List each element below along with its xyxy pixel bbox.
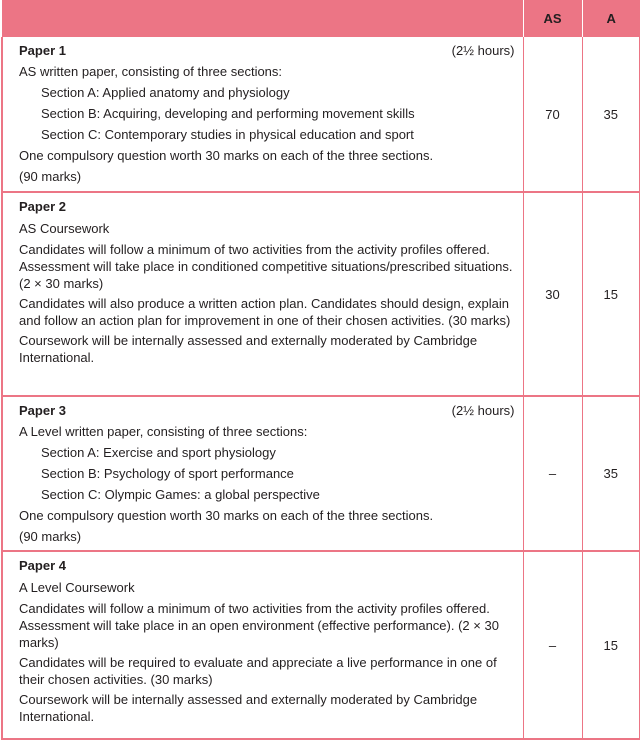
paper-note: One compulsory question worth 30 marks on each of the three sections.: [19, 148, 434, 163]
paper-row: [2, 551, 640, 739]
paper-title: Paper 3: [19, 403, 66, 418]
paper-paragraph: Candidates will also produce a written action plan. Candidates should design, explain and follow an action plan for improvement in one of their chosen activities. (30 marks): [19, 296, 511, 328]
paper-paragraph: Coursework will be internally assessed and externally moderated by Cambridge International.: [19, 692, 478, 724]
section-item: Section A: Exercise and sport physiology: [41, 445, 276, 460]
paper-intro: A Level written paper, consisting of three sections:: [19, 424, 308, 439]
section-item: Section B: Psychology of sport performance: [41, 466, 294, 481]
as-weighting: –: [523, 551, 582, 739]
paper-description: [2, 551, 523, 739]
paper-paragraph: Candidates will be required to evaluate and appreciate a live performance in one of their chosen activities. (30 marks): [19, 655, 497, 687]
paper-row: [2, 396, 640, 551]
paper-description: [2, 192, 523, 396]
paper-title: Paper 4: [19, 558, 66, 573]
paper-intro: AS written paper, consisting of three sections:: [19, 64, 283, 79]
as-weighting: 70: [523, 37, 582, 192]
as-weighting: 30: [523, 192, 582, 396]
paper-subtitle: AS Coursework: [19, 221, 110, 236]
paper-description: [2, 37, 523, 192]
paper-paragraph: Candidates will follow a minimum of two activities from the activity profiles offered. Assessment will take place in conditioned competitive situations/prescribed situations. (2 × 30 marks): [19, 242, 513, 291]
header-as: AS: [523, 0, 582, 37]
a-weighting: 35: [582, 37, 640, 192]
header-a: A: [582, 0, 640, 37]
paper-note: One compulsory question worth 30 marks on each of the three sections.: [19, 508, 434, 523]
header-row: [2, 0, 640, 37]
paper-duration: (2½ hours): [451, 43, 515, 58]
paper-subtitle: A Level Coursework: [19, 580, 135, 595]
a-weighting: 15: [582, 192, 640, 396]
paper-row: [2, 37, 640, 192]
assessment-table: [1, 0, 640, 740]
paper-row: [2, 192, 640, 396]
paper-title: Paper 2: [19, 199, 66, 214]
paper-marks: (90 marks): [19, 169, 82, 184]
paper-title: Paper 1: [19, 43, 66, 58]
paper-description: [2, 396, 523, 551]
paper-duration: (2½ hours): [451, 403, 515, 418]
as-weighting: –: [523, 396, 582, 551]
header-blank-cell: [2, 0, 523, 37]
section-item: Section B: Acquiring, developing and performing movement skills: [41, 106, 415, 121]
section-item: Section A: Applied anatomy and physiology: [41, 85, 290, 100]
section-item: Section C: Olympic Games: a global perspective: [41, 487, 320, 502]
paper-marks: (90 marks): [19, 529, 82, 544]
a-weighting: 35: [582, 396, 640, 551]
a-weighting: 15: [582, 551, 640, 739]
paper-paragraph: Coursework will be internally assessed and externally moderated by Cambridge International.: [19, 333, 478, 365]
section-item: Section C: Contemporary studies in physical education and sport: [41, 127, 414, 142]
paper-paragraph: Candidates will follow a minimum of two activities from the activity profiles offered. Assessment will take place in an open environment (effective performance). (2 × 30 marks): [19, 601, 499, 650]
